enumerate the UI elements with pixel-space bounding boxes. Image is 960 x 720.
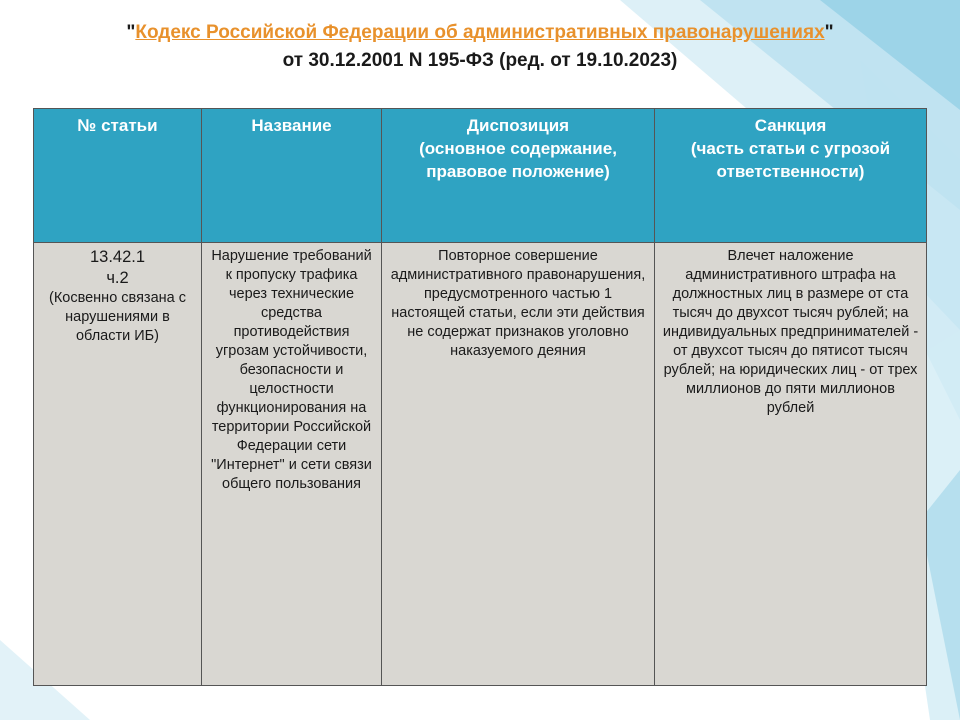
cell-sanction: Влечет наложение административного штрафа на должностных лиц в размере от ста тысяч до двухсот тысяч рублей; на индивидуальных предпринимателей - от двухсот тысяч до пятисот тысяч рублей; на юридических лиц - от трех миллионов до пяти миллионов рублей [655, 243, 927, 686]
article-number: 13.42.1 [89, 248, 146, 266]
cell-disposition: Повторное совершение административного правонарушения, предусмотренного частью 1 настоящей статьи, если эти действия не содержат признаков уголовно наказуемого деяния [382, 243, 655, 686]
header-sanction-title: Санкция [754, 116, 827, 135]
header-name: Название [202, 109, 382, 243]
article-part: ч.2 [106, 269, 129, 287]
header-sanction [655, 109, 927, 243]
header-disposition-sub: (основное содержание, правовое положение) [419, 139, 617, 181]
header-disposition-title: Диспозиция [466, 116, 570, 135]
table-header-row [34, 109, 927, 243]
header-sanction-sub: (часть статьи с угрозой ответственности) [690, 139, 891, 181]
table-row [34, 243, 927, 686]
cell-name: Нарушение требований к пропуску трафика через технические средства противодействия угрозам устойчивости, безопасности и целостности функционирования на территории Российской Федерации сети "Интернет" и сети связи общего пользования [202, 243, 382, 686]
article-note: (Косвенно связана с нарушениями в области ИБ) [48, 290, 186, 344]
slide-title [0, 20, 960, 74]
code-link[interactable]: Кодекс Российской Федерации об административных правонарушениях [135, 22, 825, 43]
title-subtitle: от 30.12.2001 N 195-ФЗ (ред. от 19.10.2023) [282, 50, 678, 71]
title-quote-open: " [126, 22, 136, 43]
header-article: № статьи [34, 109, 202, 243]
cell-article [34, 243, 202, 686]
title-line-1 [0, 20, 960, 46]
header-disposition [382, 109, 655, 243]
law-table [33, 108, 927, 686]
title-quote-close: " [824, 22, 834, 43]
